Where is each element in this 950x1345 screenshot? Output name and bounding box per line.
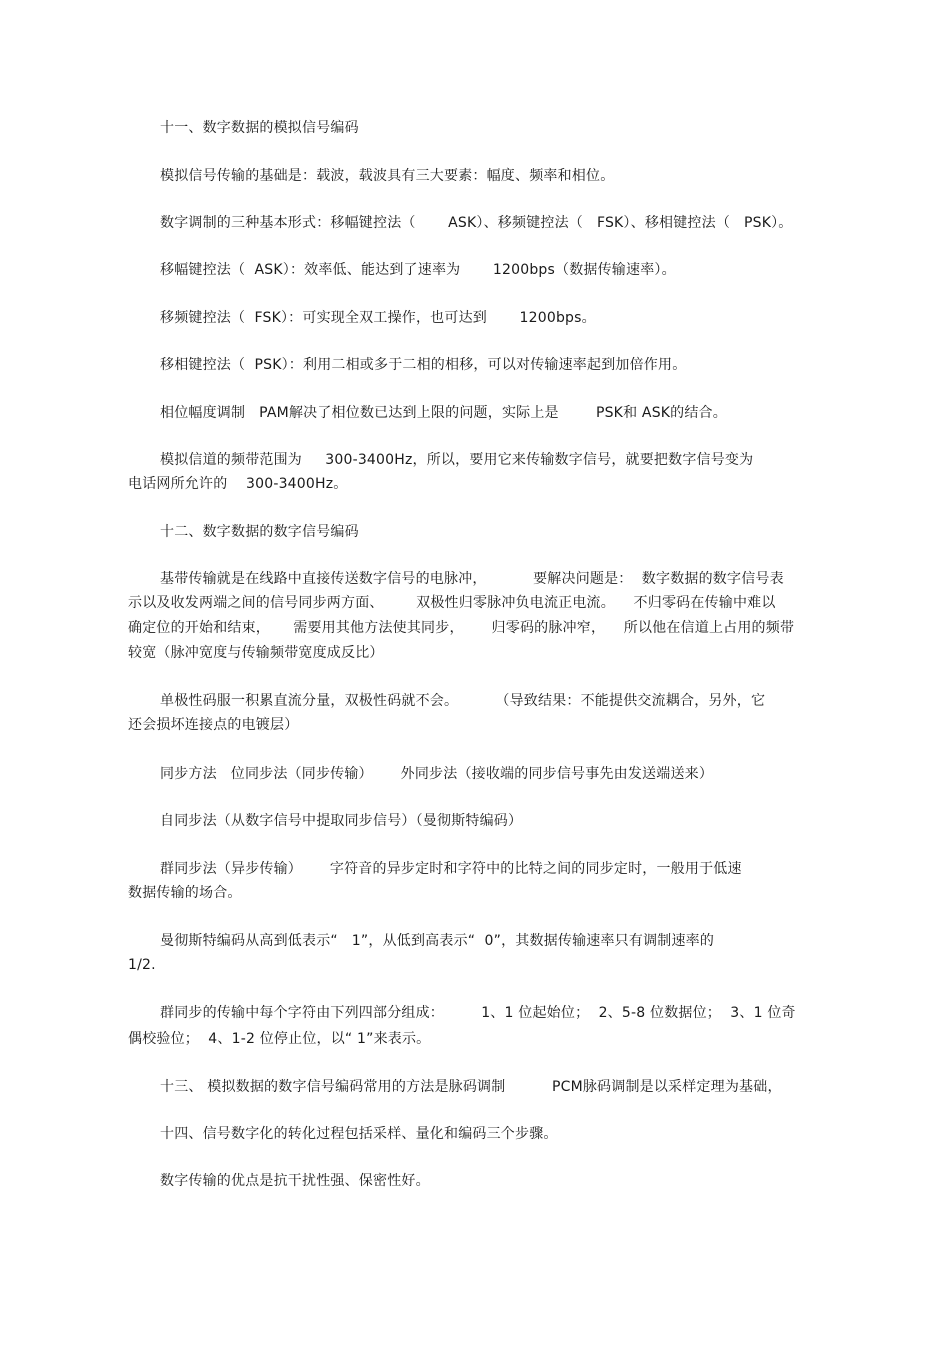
paragraph-line: 电话网所允许的 300-3400Hz。 xyxy=(128,476,348,492)
paragraph-line: 模拟信道的频带范围为 300-3400Hz，所以，要用它来传输数字信号，就要把数字信号变为 xyxy=(160,452,754,468)
paragraph-line: 自同步法（从数字信号中提取同步信号）（曼彻斯特编码） xyxy=(160,813,523,829)
paragraph-line: 移幅键控法（ ASK）：效率低、能达到了速率为 1200bps（数据传输速率）。 xyxy=(160,262,676,278)
paragraph-line: 偶校验位； 4、1-2 位停止位，以“ 1”来表示。 xyxy=(128,1031,431,1047)
section-heading-14: 十四、信号数字化的转化过程包括采样、量化和编码三个步骤。 xyxy=(160,1126,558,1142)
paragraph-line: 曼彻斯特编码从高到低表示“ 1”，从低到高表示“ 0”，其数据传输速率只有调制速率的 xyxy=(160,933,715,949)
paragraph-line: 数字调制的三种基本形式：移幅键控法（ ASK）、移频键控法（ FSK）、移相键控法（ PSK）。 xyxy=(160,215,793,231)
paragraph-line: 较宽（脉冲宽度与传输频带宽度成反比） xyxy=(128,645,384,661)
paragraph-line: 数字传输的优点是抗干扰性强、保密性好。 xyxy=(160,1173,430,1189)
paragraph-line: 1/2. xyxy=(128,957,156,973)
paragraph-line: 示以及收发两端之间的信号同步两方面、 双极性归零脉冲负电流正电流。 不归零码在传输中难以 xyxy=(128,595,776,611)
paragraph-line: 移频键控法（ FSK）：可实现全双工操作，也可达到 1200bps。 xyxy=(160,310,596,326)
paragraph-line: 模拟信号传输的基础是：载波，载波具有三大要素：幅度、频率和相位。 xyxy=(160,168,615,184)
paragraph-line: 群同步法（异步传输） 字符音的异步定时和字符中的比特之间的同步定时，一般用于低速 xyxy=(160,861,742,877)
paragraph-line: 基带传输就是在线路中直接传送数字信号的电脉冲， 要解决问题是： 数字数据的数字信号表 xyxy=(160,571,784,587)
paragraph-line: 移相键控法（ PSK）：利用二相或多于二相的相移，可以对传输速率起到加倍作用。 xyxy=(160,357,687,373)
paragraph-line: 还会损坏连接点的电镀层） xyxy=(128,717,299,733)
paragraph-line: 相位幅度调制 PAM解决了相位数已达到上限的问题，实际上是 PSK和 ASK的结合。 xyxy=(160,405,727,421)
section-heading-11: 十一、数字数据的模拟信号编码 xyxy=(160,120,359,136)
paragraph-line: 单极性码服一积累直流分量，双极性码就不会。 （导致结果：不能提供交流耦合，另外，它 xyxy=(160,693,766,709)
paragraph-line: 同步方法 位同步法（同步传输） 外同步法（接收端的同步信号事先由发送端送来） xyxy=(160,766,714,782)
paragraph-line: 确定位的开始和结束， 需要用其他方法使其同步， 归零码的脉冲窄， 所以他在信道上占用的频带 xyxy=(128,620,795,636)
paragraph-line: 数据传输的场合。 xyxy=(128,885,242,901)
paragraph-line: 群同步的传输中每个字符由下列四部分组成： 1、1 位起始位； 2、5-8 位数据位； 3、1 位奇 xyxy=(160,1005,796,1021)
section-heading-12: 十二、数字数据的数字信号编码 xyxy=(160,524,359,540)
section-heading-13: 十三、 模拟数据的数字信号编码常用的方法是脉码调制 PCM脉码调制是以采样定理为基础， xyxy=(160,1079,782,1095)
